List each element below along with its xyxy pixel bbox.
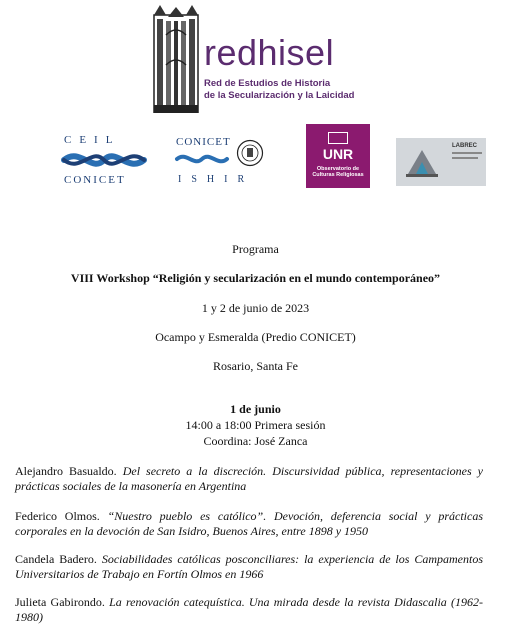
paper-title: Del secreto a la discreción. Discursividad pública, representaciones y prácticas sociales de la masonería en Argentina xyxy=(15,464,483,493)
ishir-label: ISHIR xyxy=(178,174,255,185)
session-time: 14:00 a 18:00 Primera sesión xyxy=(185,418,326,432)
brand-subtitle-1: Red de Estudios de Historia xyxy=(204,78,331,89)
conicet-label: CONICET xyxy=(176,136,231,148)
labrec-logo xyxy=(396,138,486,186)
session-coordinator: Coordina: José Zanca xyxy=(203,434,308,448)
redhisel-logo xyxy=(152,5,355,113)
paper-author: Julieta Gabirondo. xyxy=(15,595,105,609)
brand-subtitle-2: de la Secularización y la Laicidad xyxy=(204,90,355,101)
cathedral-icon xyxy=(152,5,200,113)
paper-item xyxy=(15,464,483,494)
paper-author: Alejandro Basualdo. xyxy=(15,464,117,478)
labrec-emblem-icon xyxy=(402,144,442,180)
workshop-city: Rosario, Santa Fe xyxy=(213,359,298,373)
conicet-wave-icon xyxy=(174,151,230,167)
paper-title: “Nuestro pueblo es católico”. Devoción, deferencia social y prácticas corporales en la devoción de San Isidro, Buenos Aires, entre 1898 y 1950 xyxy=(15,509,483,538)
workshop-venue: Ocampo y Esmeralda (Predio CONICET) xyxy=(155,330,356,344)
conicet-wave-icon xyxy=(60,149,148,171)
paper-author: Candela Badero. xyxy=(15,552,97,566)
ceil-conicet-label: CONICET xyxy=(64,174,126,186)
labrec-label: LABREC xyxy=(452,143,477,149)
university-seal-icon xyxy=(236,139,264,167)
session-day: 1 de junio xyxy=(230,402,281,416)
paper-item xyxy=(15,595,483,625)
unr-label: UNR xyxy=(322,146,354,162)
paper-title: La renovación catequística. Una mirada desde la revista Didascalia (1962-1980) xyxy=(15,595,484,624)
ceil-label: CEIL xyxy=(64,134,121,146)
paper-title: Sociabilidades católicas posconciliares: la experiencia de los Campamentos Universitarios de Trabajo en Fortín Olmos en 1966 xyxy=(15,552,484,581)
workshop-dates: 1 y 2 de junio de 2023 xyxy=(201,301,310,315)
unr-logo xyxy=(306,124,370,188)
unr-subtitle: Observatorio de Culturas Religiosas xyxy=(312,166,364,179)
brand-name: redhisel xyxy=(204,32,335,73)
program-label: Programa xyxy=(232,242,279,256)
paper-item xyxy=(15,509,483,539)
ceil-conicet-logo xyxy=(58,135,150,187)
unr-frame-icon xyxy=(328,132,348,144)
paper-author: Federico Olmos. xyxy=(15,509,100,523)
workshop-title: VIII Workshop “Religión y secularización en el mundo contemporáneo” xyxy=(70,271,441,285)
conicet-ishir-logo xyxy=(172,135,272,187)
paper-item xyxy=(15,552,483,582)
